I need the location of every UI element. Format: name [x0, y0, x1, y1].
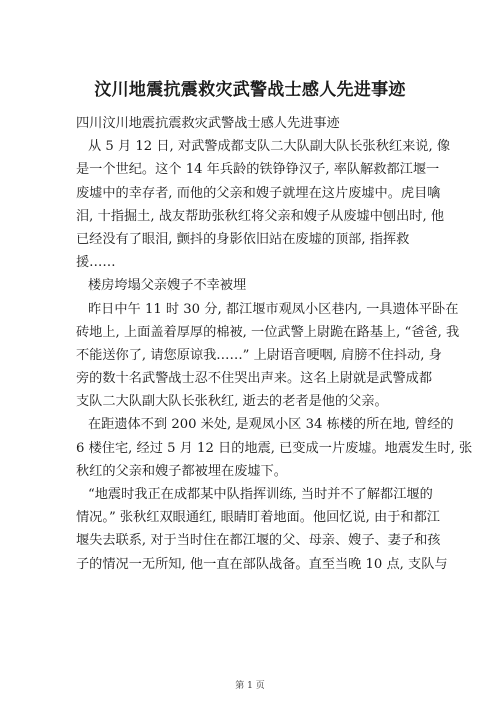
paragraph-line: 废墟中的幸存者, 而他的父亲和嫂子就埋在这片废墟中。虎目噙: [76, 185, 441, 201]
paragraph-line: 已经没有了眼泪, 颤抖的身影依旧站在废墟的顶部, 指挥救: [76, 231, 410, 247]
paragraph-line: 砖地上, 上面盖着厚厚的棉被, 一位武警上尉跪在路基上, “爸爸, 我: [76, 324, 460, 340]
paragraph-line: 支队二大队副大队长张秋红, 逝去的老者是他的父亲。: [76, 394, 388, 410]
paragraph-line: 泪, 十指掘土, 战友帮助张秋红将父亲和嫂子从废墟中刨出时, 他: [76, 208, 445, 224]
document-title: 汶川地震抗震救灾武警战士感人先进事迹: [94, 80, 406, 100]
paragraph-line: “地震时我正在成都某中队指挥训练, 当时并不了解都江堰的: [88, 487, 433, 502]
paragraph-line: 昨日中午 11 时 30 分, 都江堰市观凤小区巷内, 一具遗体平卧在: [88, 301, 459, 317]
paragraph-line: 旁的数十名武警战士忍不住哭出声来。这名上尉就是武警成都: [76, 371, 433, 387]
paragraph-line: 不能送你了, 请您原谅我……” 上尉语音哽咽, 肩膀不住抖动, 身: [76, 347, 442, 363]
section-heading: 楼房垮塌父亲嫂子不幸被埋: [88, 278, 247, 294]
page-footer: 第 1 页: [235, 681, 265, 691]
paragraph-line: 子的情况一无所知, 他一直在部队战备。直至当晚 10 点, 支队与: [76, 556, 448, 572]
paragraph-line: 是一个世纪。这个 14 年兵龄的铁铮铮汉子, 率队解救都江堰一: [76, 162, 440, 178]
paragraph-line: 在距遗体不到 200 米处, 是观凤小区 34 栋楼的所在地, 曾经的: [88, 417, 454, 433]
paragraph-line: 6 楼住宅, 经过 5 月 12 日的地震, 已变成一片废墟。地震发生时, 张: [76, 440, 473, 456]
paragraph-line: 援……: [76, 255, 116, 271]
paragraph-line: 从 5 月 12 日, 对武警成都支队二大队副大队长张秋红来说, 像: [88, 139, 451, 155]
paragraph-line: 秋红的父亲和嫂子都被埋在废墟下。: [76, 463, 287, 479]
subtitle-line: 四川汶川地震抗震救灾武警战士感人先进事迹: [76, 116, 340, 131]
document-body: [76, 112, 473, 576]
paragraph-line: 情况。” 张秋红双眼通红, 眼睛盯着地面。他回忆说, 由于和都江: [76, 510, 440, 526]
paragraph-line: 堰失去联系, 对于当时住在都江堰的父、母亲、嫂子、妻子和孩: [76, 533, 441, 549]
